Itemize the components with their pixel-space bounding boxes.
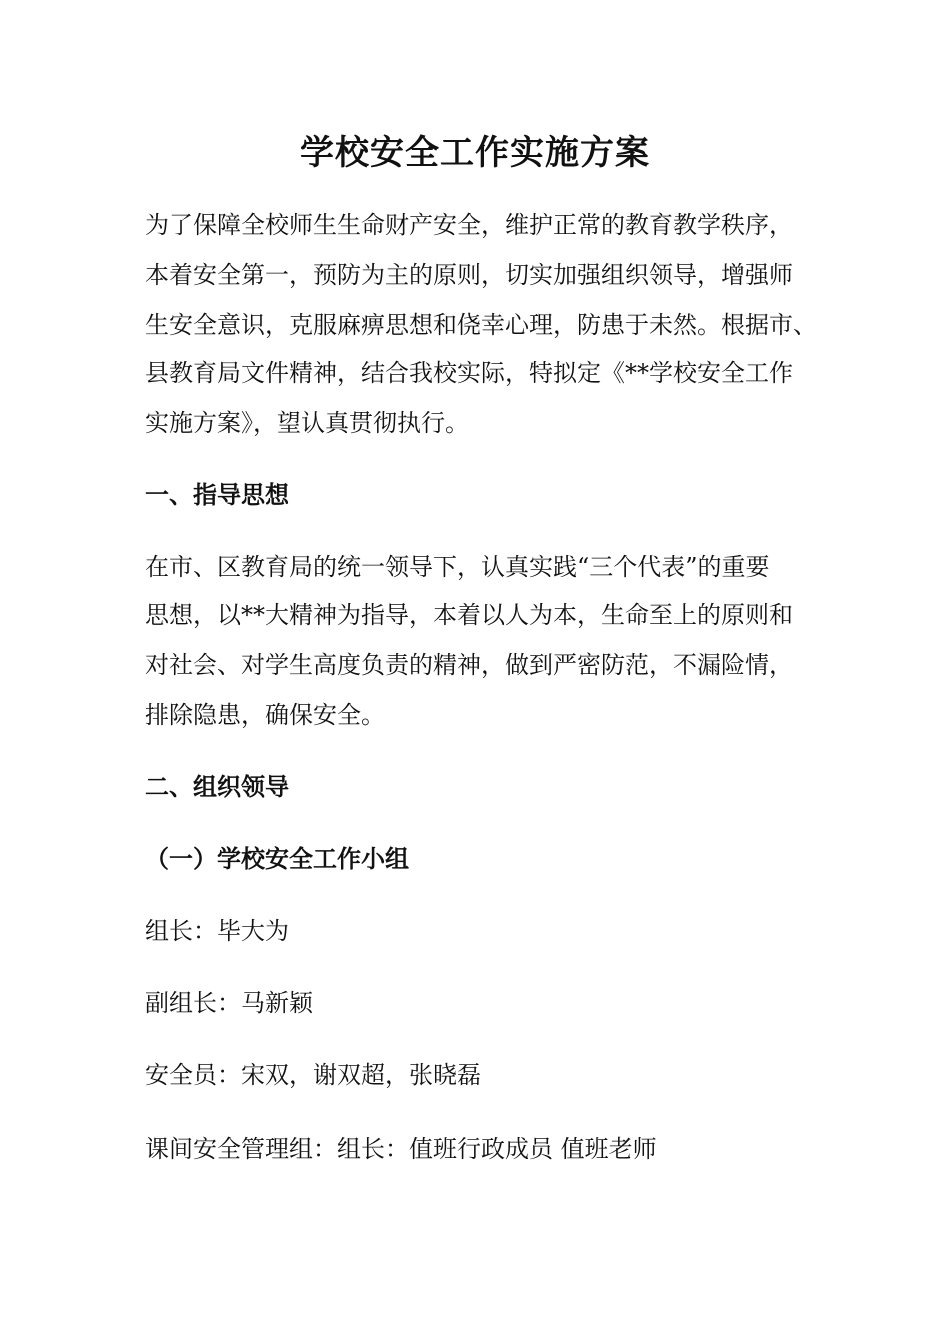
section2-heading: 二、组织领导 xyxy=(145,772,289,801)
intro-line-5: 实施方案》，望认真贯彻执行。 xyxy=(145,409,469,437)
section1-heading: 一、指导思想 xyxy=(145,480,289,509)
group-leader-line: 组长：毕大为 xyxy=(145,917,289,945)
section1-line-3: 对社会、对学生高度负责的精神，做到严密防范，不漏险情， xyxy=(145,651,793,679)
safety-officers-line: 安全员：宋双，谢双超，张晓磊 xyxy=(145,1061,481,1089)
section2-subheading: （一）学校安全工作小组 xyxy=(145,844,409,873)
section1-line-4: 排除隐患，确保安全。 xyxy=(145,701,385,729)
recess-safety-group-line: 课间安全管理组：组长：值班行政成员 值班老师 xyxy=(145,1135,657,1163)
section1-line-2: 思想，以**大精神为指导，本着以人为本，生命至上的原则和 xyxy=(145,601,793,629)
intro-line-4: 县教育局文件精神，结合我校实际，特拟定《**学校安全工作 xyxy=(145,359,793,387)
deputy-leader-line: 副组长：马新颖 xyxy=(145,989,313,1017)
section1-line-1: 在市、区教育局的统一领导下，认真实践“三个代表”的重要 xyxy=(145,553,770,581)
intro-line-3: 生安全意识，克服麻痹思想和侥幸心理，防患于未然。根据市、 xyxy=(145,311,817,339)
intro-line-1: 为了保障全校师生生命财产安全，维护正常的教育教学秩序， xyxy=(145,211,793,239)
document-title: 学校安全工作实施方案 xyxy=(300,133,650,173)
intro-line-2: 本着安全第一，预防为主的原则，切实加强组织领导，增强师 xyxy=(145,261,793,289)
